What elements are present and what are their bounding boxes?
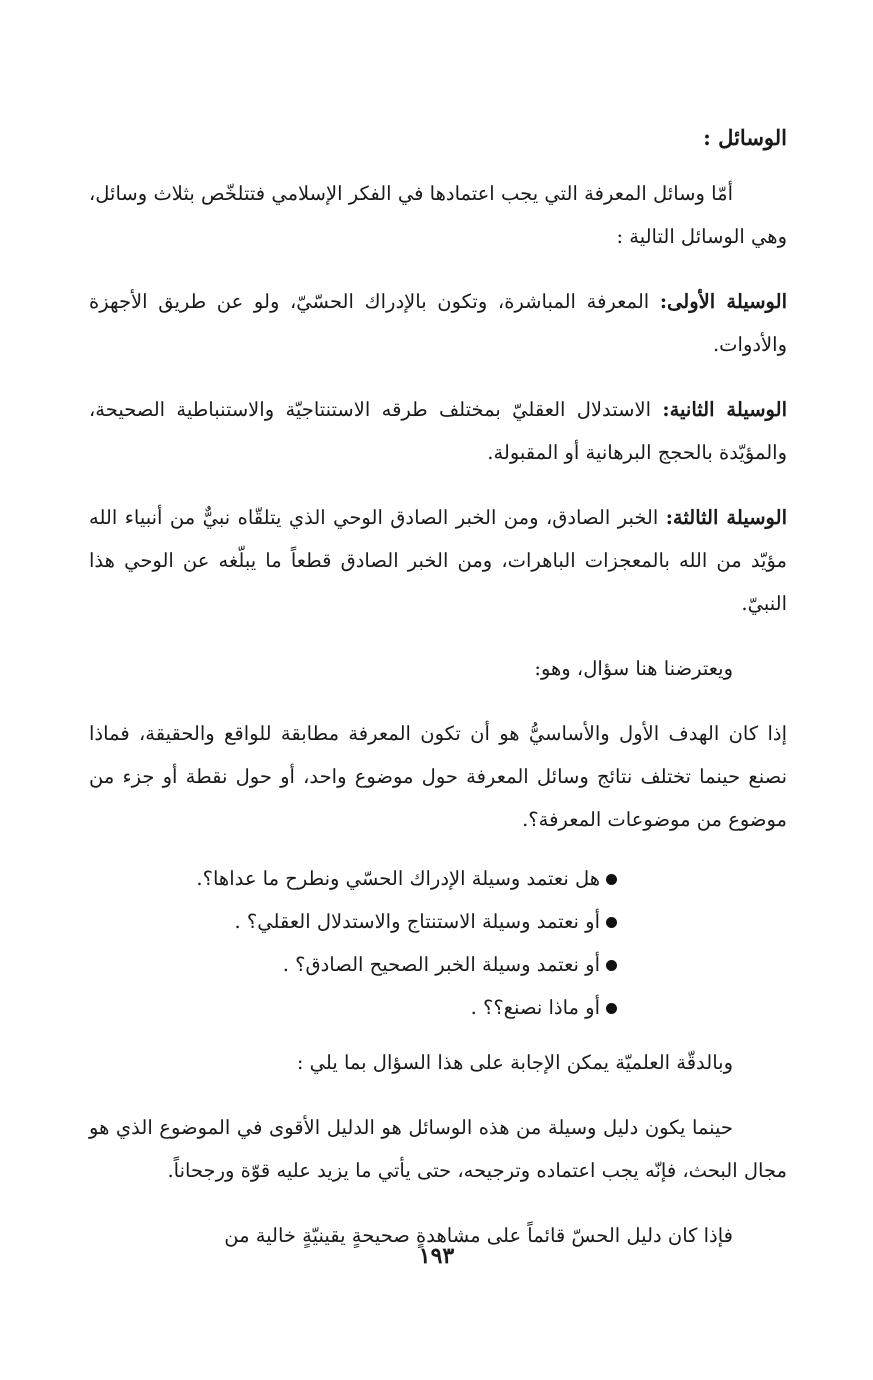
question-intro: ويعترضنا هنا سؤال، وهو: xyxy=(534,657,733,680)
second-means-text: الاستدلال العقليّ بمختلف طرقه الاستنتاجيّة والاستنباطية الصحيحة، والمؤيّدة بالحجج البرهانية أو المقبولة. xyxy=(89,398,787,464)
bullet-icon xyxy=(606,874,617,885)
closing-paragraph: فإذا كان دليل الحسّ قائماً على مشاهدةٍ صحيحةٍ يقينيّةٍ خالية من xyxy=(224,1224,733,1247)
third-means-paragraph xyxy=(89,496,787,625)
options-list xyxy=(89,857,617,1029)
bullet-icon xyxy=(606,917,617,928)
third-means-label: الوسيلة الثالثة: xyxy=(665,506,787,529)
answer-intro: وبالدقّة العلميّة يمكن الإجابة على هذا السؤال بما يلي : xyxy=(296,1051,733,1074)
list-item-text: أو ماذا نصنع؟؟ . xyxy=(470,996,600,1019)
list-item xyxy=(89,900,617,943)
answer-paragraph: حينما يكون دليل وسيلة من هذه الوسائل هو الدليل الأقوى في الموضوع الذي هو مجال البحث، فإنّه يجب اعتماده وترجيحه، حتى يأتي ما يزيد عليه قوّة ورجحاناً. xyxy=(89,1116,787,1182)
question-paragraph: إذا كان الهدف الأول والأساسيُّ هو أن تكون المعرفة مطابقة للواقع والحقيقة، فماذا نصنع حينما تختلف نتائج وسائل المعرفة حول موضوع واحد، أو حول نقطة أو جزء من موضوع من موضوعات المعرفة؟. xyxy=(89,722,787,831)
list-item-text: أو نعتمد وسيلة الخبر الصحيح الصادق؟ . xyxy=(282,953,600,976)
intro-paragraph: أمّا وسائل المعرفة التي يجب اعتمادها في الفكر الإسلامي فتتلخّص بثلاث وسائل، وهي الوسائل التالية : xyxy=(89,182,787,248)
list-item-text: هل نعتمد وسيلة الإدراك الحسّي ونطرح ما عداها؟. xyxy=(196,867,600,890)
list-item xyxy=(89,943,617,986)
bullet-icon xyxy=(606,960,617,971)
list-item xyxy=(89,857,617,900)
first-means-paragraph xyxy=(89,280,787,366)
bullet-icon xyxy=(606,1003,617,1014)
second-means-paragraph xyxy=(89,388,787,474)
first-means-text: المعرفة المباشرة، وتكون بالإدراك الحسّيّ، ولو عن طريق الأجهزة والأدوات. xyxy=(89,290,787,356)
list-item-text: أو نعتمد وسيلة الاستنتاج والاستدلال العقلي؟ . xyxy=(234,910,600,933)
list-item xyxy=(89,986,617,1029)
first-means-label: الوسيلة الأولى: xyxy=(659,290,787,313)
page-number: ١٩٣ xyxy=(418,1243,455,1269)
text-column xyxy=(89,118,787,1279)
section-heading: الوسائل : xyxy=(703,125,787,150)
third-means-text: الخبر الصادق، ومن الخبر الصادق الوحي الذي يتلقّاه نبيٌّ من أنبياء الله مؤيّد من الله بالمعجزات الباهرات، ومن الخبر الصادق قطعاً ما يبلّغه عن الوحي هذا النبيّ. xyxy=(89,506,787,615)
second-means-label: الوسيلة الثانية: xyxy=(662,398,787,421)
